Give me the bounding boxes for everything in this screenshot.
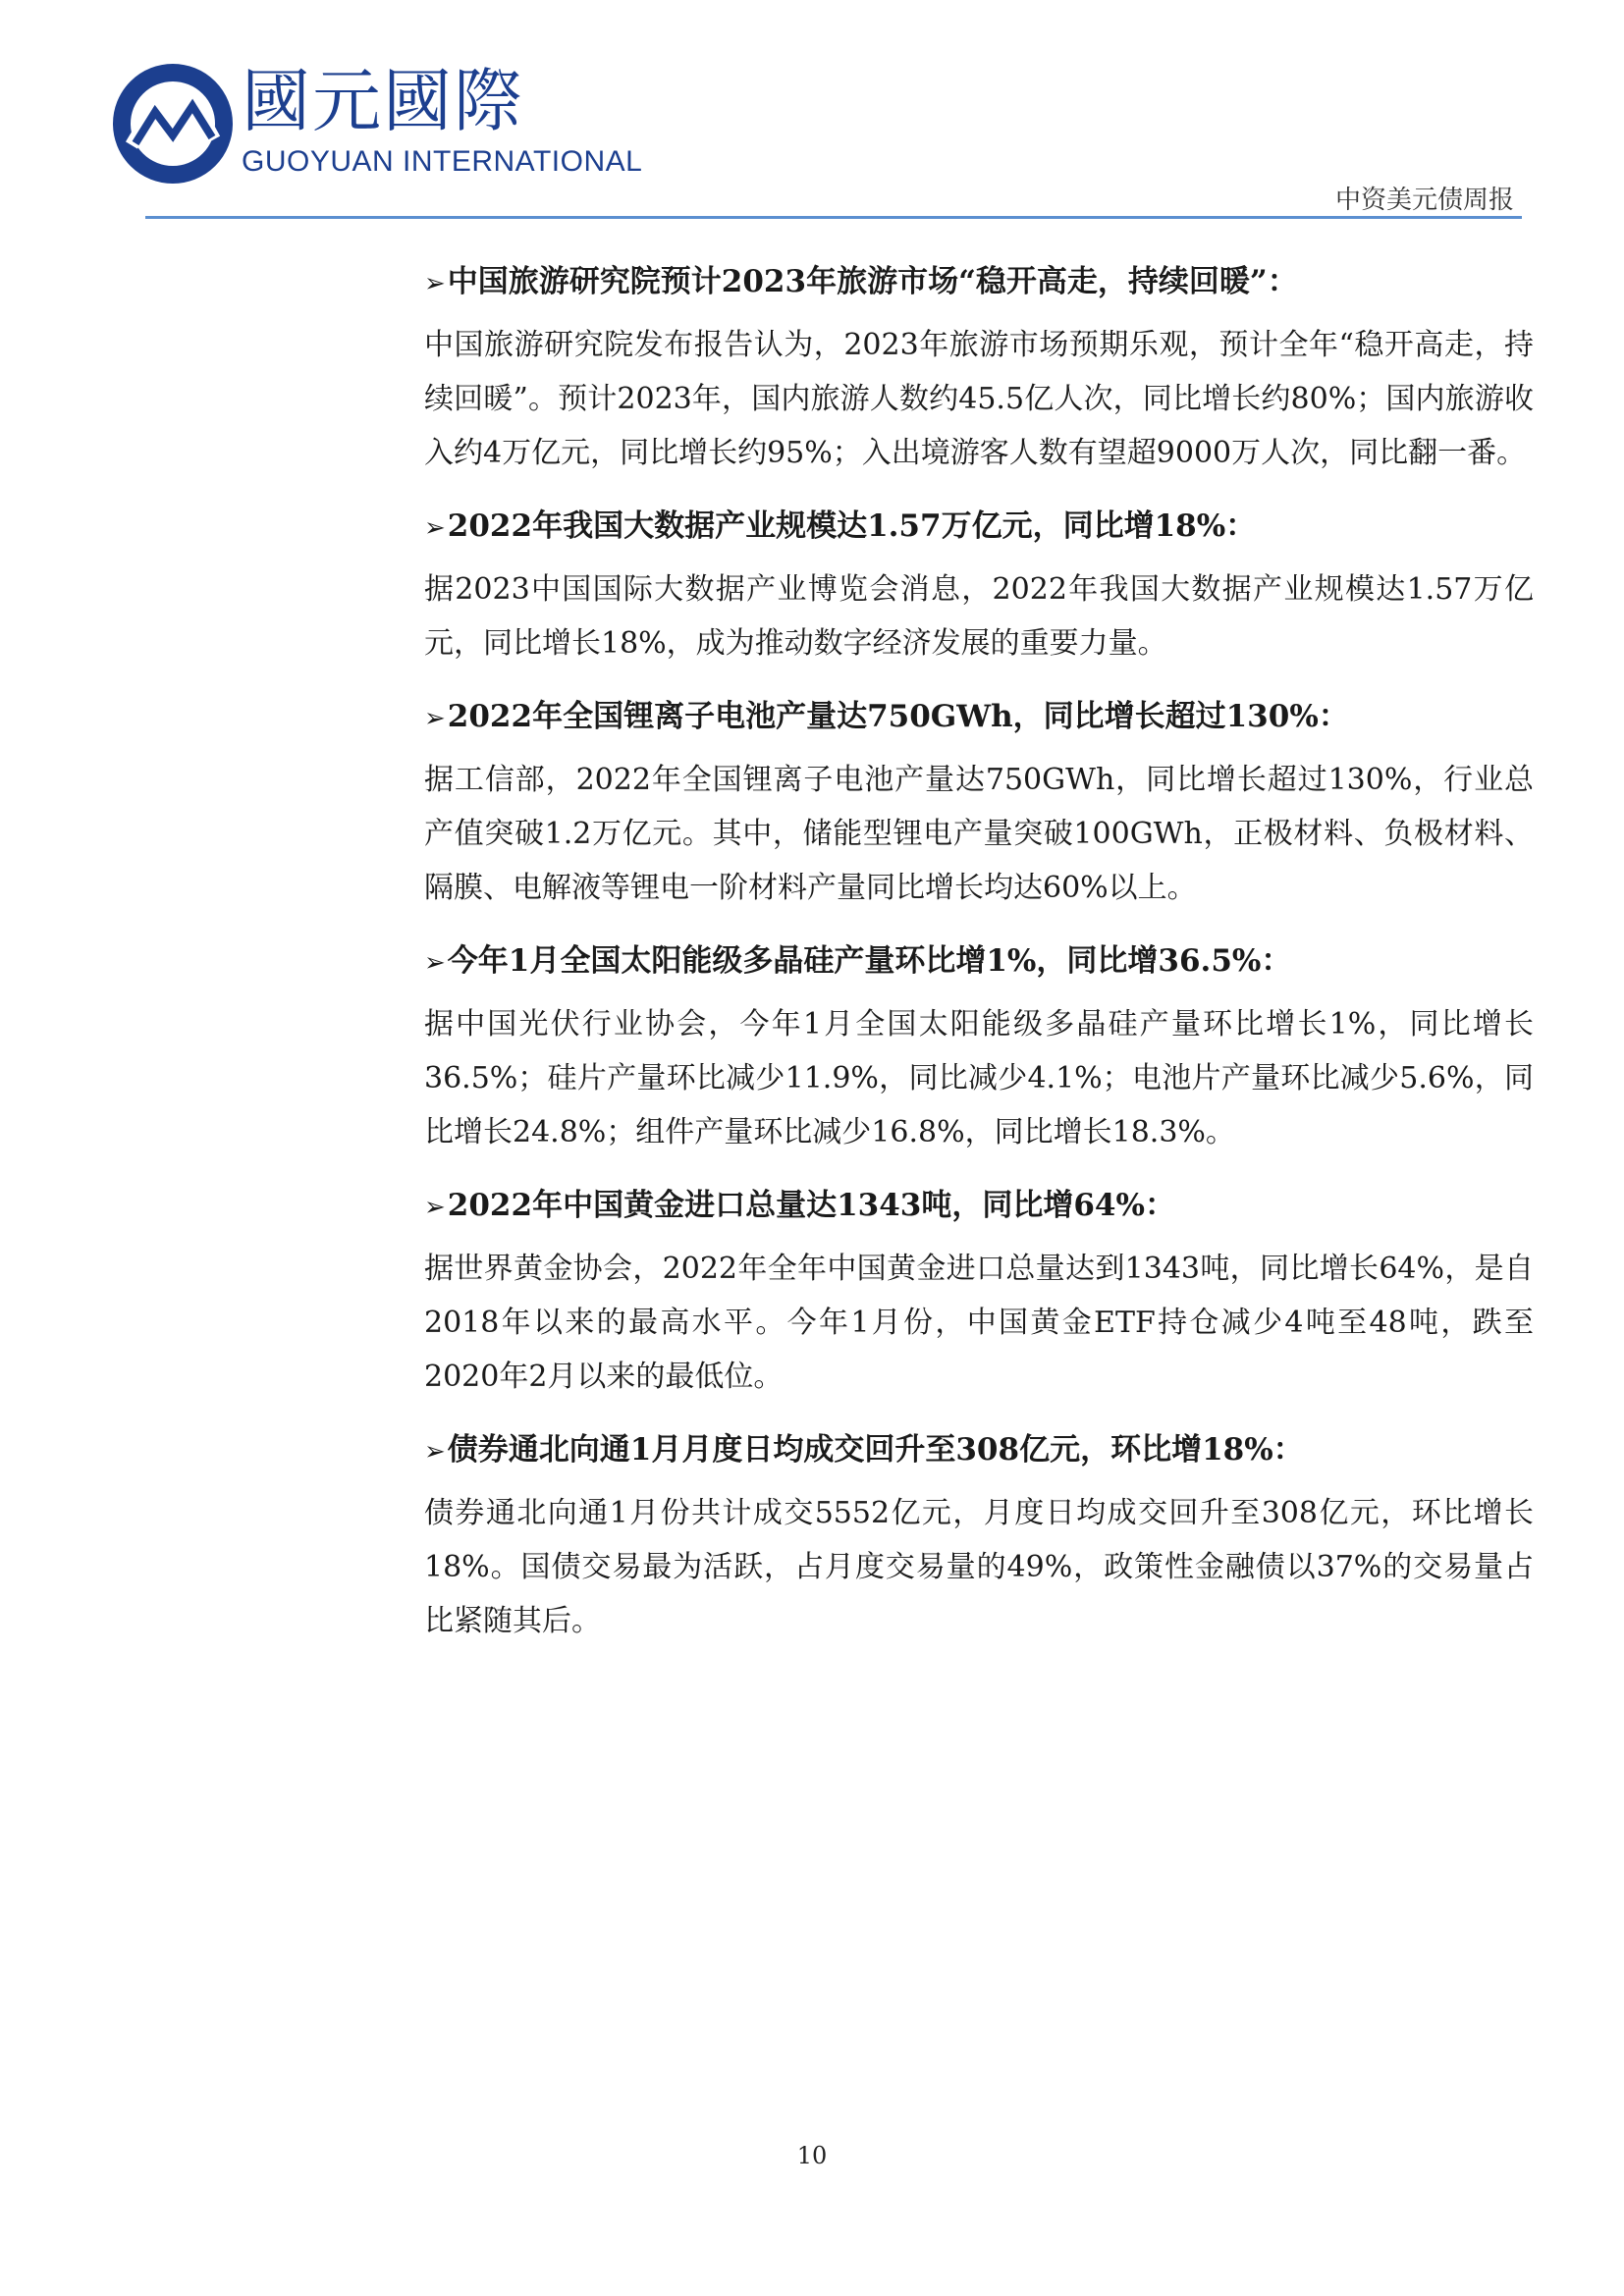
arrow-bullet-icon: ➢ (424, 1193, 446, 1222)
section-heading (424, 936, 1534, 988)
news-section-polysilicon (424, 936, 1534, 1159)
section-heading-text: 2022年中国黄金进口总量达1343吨，同比增64%： (447, 1188, 1175, 1223)
main-content (424, 257, 1534, 1670)
logo-english-name: GUOYUAN INTERNATIONAL (242, 145, 643, 178)
news-section-bond-connect (424, 1425, 1534, 1648)
header-divider (145, 216, 1522, 219)
section-heading (424, 502, 1534, 553)
section-heading-text: 债券通北向通1月月度日均成交回升至308亿元，环比增18%： (447, 1432, 1304, 1468)
guoyuan-logo-emblem-icon (110, 61, 236, 187)
news-section-lithium-battery (424, 692, 1534, 915)
section-heading-text: 2022年我国大数据产业规模达1.57万亿元，同比增18%： (447, 508, 1257, 544)
section-body: 据世界黄金协会，2022年全年中国黄金进口总量达到1343吨，同比增长64%，是自2018年以来的最高水平。今年1月份，中国黄金ETF持仓减少4吨至48吨，跌至2020年2月以来的最低位。 (424, 1252, 1534, 1394)
arrow-bullet-icon: ➢ (424, 948, 446, 978)
section-heading (424, 1425, 1534, 1476)
arrow-bullet-icon: ➢ (424, 1437, 446, 1467)
section-body: 据中国光伏行业协会，今年1月全国太阳能级多晶硅产量环比增长1%，同比增长36.5%；硅片产量环比减少11.9%，同比减少4.1%；电池片产量环比减少5.6%，同比增长24.8%；组件产量环比减少16.8%，同比增长18.3%。 (424, 1007, 1534, 1149)
arrow-bullet-icon: ➢ (424, 513, 446, 543)
section-heading (424, 257, 1534, 308)
arrow-bullet-icon: ➢ (424, 704, 446, 733)
section-heading (424, 692, 1534, 743)
guoyuan-logo (110, 61, 643, 187)
report-name: 中资美元债周报 (1334, 186, 1514, 215)
news-section-tourism (424, 257, 1534, 480)
section-heading (424, 1181, 1534, 1232)
section-body: 据工信部，2022年全国锂离子电池产量达750GWh，同比增长超过130%，行业总产值突破1.2万亿元。其中，储能型锂电产量突破100GWh，正极材料、负极材料、隔膜、电解液等锂电一阶材料产量同比增长均达60%以上。 (424, 763, 1534, 905)
section-heading-text: 中国旅游研究院预计2023年旅游市场“稳开高走，持续回暖”： (447, 264, 1298, 299)
section-heading-text: 今年1月全国太阳能级多晶硅产量环比增1%，同比增36.5%： (447, 943, 1292, 979)
section-body: 中国旅游研究院发布报告认为，2023年旅游市场预期乐观，预计全年“稳开高走，持续回暖”。预计2023年，国内旅游人数约45.5亿人次，同比增长约80%；国内旅游收入约4万亿元，同比增长约95%；入出境游客人数有望超9000万人次，同比翻一番。 (424, 328, 1534, 470)
news-section-gold-imports (424, 1181, 1534, 1404)
arrow-bullet-icon: ➢ (424, 269, 446, 298)
news-section-big-data (424, 502, 1534, 670)
section-body: 债券通北向通1月份共计成交5552亿元，月度日均成交回升至308亿元，环比增长18%。国债交易最为活跃，占月度交易量的49%，政策性金融债以37%的交易量占比紧随其后。 (424, 1496, 1534, 1638)
section-heading-text: 2022年全国锂离子电池产量达750GWh，同比增长超过130%： (447, 699, 1349, 734)
page-number: 10 (796, 2142, 828, 2169)
section-body: 据2023中国国际大数据产业博览会消息，2022年我国大数据产业规模达1.57万亿元，同比增长18%，成为推动数字经济发展的重要力量。 (424, 572, 1534, 661)
logo-chinese-name: 國元國際 (242, 61, 524, 141)
